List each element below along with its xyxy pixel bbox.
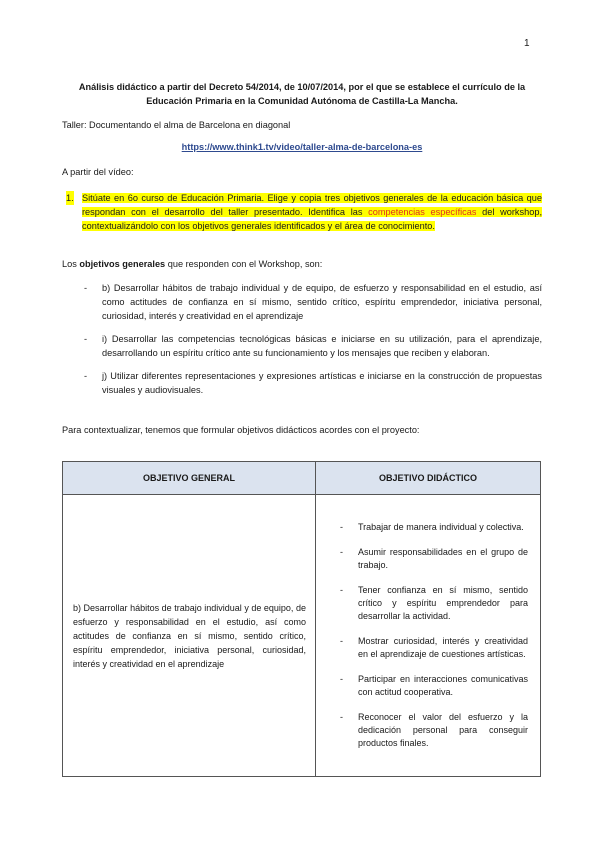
- intro-prefix: Los: [62, 259, 80, 269]
- didactic-item: - Asumir responsabilidades en el grupo de trabajo.: [340, 547, 528, 570]
- bullet-dash: -: [84, 371, 88, 381]
- didactic-item: - Tener confianza en sí mismo, sentido crítico y espíritu emprendedor para desarrollar la actividad.: [340, 585, 528, 621]
- objective-item: - j) Utilizar diferentes representaciones y expresiones artísticas e iniciarse en la construcción de propuestas visuales y audiovisuales.: [84, 371, 542, 395]
- didactic-item: - Trabajar de manera individual y colectiva.: [340, 522, 524, 532]
- didactic-objective-cell: [316, 495, 541, 777]
- didactic-item: - Participar en interacciones comunicativas con actitud cooperativa.: [340, 674, 528, 697]
- objectives-list: [62, 281, 542, 406]
- objective-item: - i) Desarrollar las competencias tecnológicas básicas e iniciarse en su utilización, para el aprendizaje, desarrollando un espíritu crítico ante su funcionamiento y los mensajes que reciben y elaboran.: [84, 334, 542, 358]
- didactic-item: - Reconocer el valor del esfuerzo y la dedicación personal para conseguir productos finales.: [340, 712, 528, 748]
- header-general: OBJETIVO GENERAL: [63, 462, 316, 495]
- objective-item: - b) Desarrollar hábitos de trabajo individual y de equipo, de esfuerzo y responsabilidad en el estudio, así como actitudes de confianza en sí mismo, sentido crítico, espíritu emprendedor, iniciativa personal, curiosidad, interés y creatividad en el aprendizaje: [84, 283, 542, 321]
- objectives-table: [62, 461, 541, 777]
- video-link[interactable]: https://www.think1.tv/video/taller-alma-de-barcelona-es: [181, 142, 423, 152]
- context-text: Para contextualizar, tenemos que formular objetivos didácticos acordes con el proyecto:: [62, 425, 420, 435]
- workshop-line: Taller: Documentando el alma de Barcelona en diagonal: [62, 120, 291, 130]
- objectives-intro: [62, 258, 322, 271]
- question-text-highlight: competencias específicas: [368, 207, 477, 217]
- page-number: 1: [524, 38, 530, 49]
- bullet-dash: -: [84, 283, 88, 293]
- question-1: [62, 191, 542, 233]
- general-objective-cell: b) Desarrollar hábitos de trabajo individual y de equipo, de esfuerzo y responsabilidad en el estudio, así como actitudes de confianza en sí mismo, sentido crítico, espíritu emprendedor, iniciativa personal, curiosidad, interés y creatividad en el aprendizaje: [63, 495, 316, 777]
- document-title: Análisis didáctico a partir del Decreto 54/2014, de 10/07/2014, por el que se establece el currículo de la Educación Primaria en la Comunidad Autónoma de Castilla-La Mancha.: [78, 82, 526, 106]
- didactic-item: - Mostrar curiosidad, interés y creatividad en el aprendizaje de cuestiones artísticas.: [340, 636, 528, 659]
- intro-bold: objetivos generales: [79, 259, 166, 269]
- from-video-label: A partir del vídeo:: [62, 167, 134, 177]
- header-didactic: OBJETIVO DIDÁCTICO: [316, 462, 541, 495]
- bullet-dash: -: [84, 334, 88, 344]
- intro-suffix: que responden con el Workshop, son:: [165, 259, 323, 269]
- question-number: 1.: [66, 193, 74, 203]
- question-text-part1: Sitúate en 6o curso de Educación Primaria. Elige y copia tres objetivos generales de la educación básica que respondan con el desarrollo del taller presentado. Identifica las: [82, 193, 542, 217]
- question-text-part2: del workshop, contextualizándolo con los objetivos generales identificados y el área de conocimiento.: [82, 207, 542, 231]
